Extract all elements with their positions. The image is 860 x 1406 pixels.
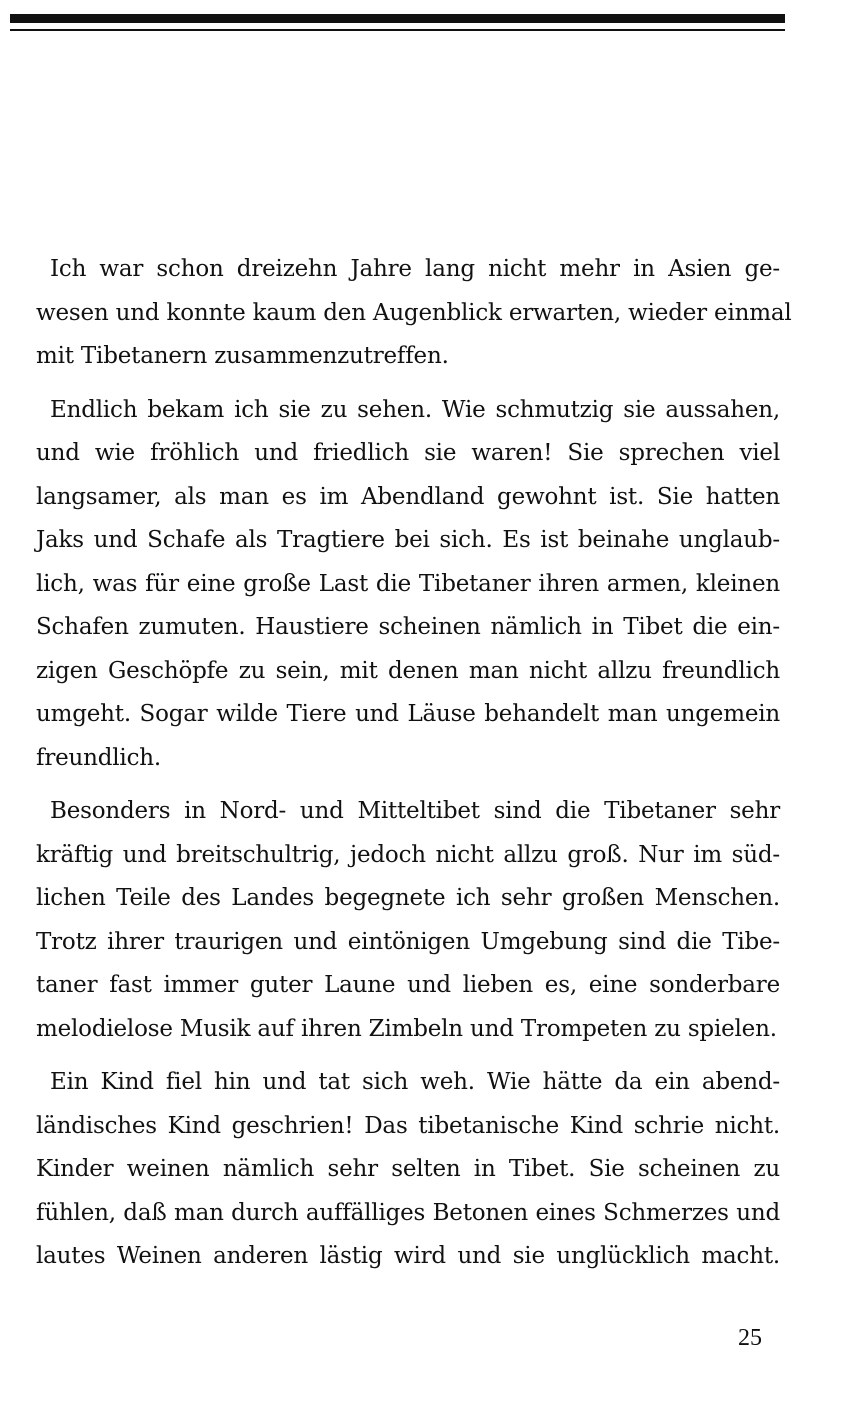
text-line: umgeht. Sogar wilde Tiere und Läuse behandelt man ungemein bbox=[36, 701, 780, 727]
text-line: freundlich. bbox=[36, 744, 161, 771]
text-line: mit Tibetanern zusammenzutreffen. bbox=[36, 343, 449, 369]
text-line: Besonders in Nord- und Mitteltibet sind die Tibetaner sehr bbox=[50, 798, 780, 824]
text-line: Ich war schon dreizehn Jahre lang nicht mehr in Asien ge- bbox=[50, 256, 780, 282]
text-line: langsamer, als man es im Abendland gewohnt ist. Sie hatten bbox=[36, 483, 780, 510]
text-line: taner fast immer guter Laune und lieben es, eine sonderbare bbox=[36, 972, 780, 998]
paragraph bbox=[36, 248, 792, 379]
body-text bbox=[36, 248, 792, 1289]
header-rule-thin bbox=[10, 29, 785, 31]
header-rule-thick bbox=[10, 14, 785, 23]
text-line: und wie fröhlich und friedlich sie waren! Sie sprechen viel bbox=[36, 440, 780, 466]
text-line: Kinder weinen nämlich sehr selten in Tibet. Sie scheinen zu bbox=[36, 1156, 780, 1182]
paragraph bbox=[36, 790, 780, 1051]
text-line: Schafen zumuten. Haustiere scheinen nämlich in Tibet die ein- bbox=[36, 614, 780, 640]
text-line: lich, was für eine große Last die Tibetaner ihren armen, kleinen bbox=[36, 570, 780, 597]
page-number: 25 bbox=[738, 1325, 762, 1351]
paragraph bbox=[36, 1061, 780, 1279]
text-line: lautes Weinen anderen lästig wird und sie unglücklich macht. bbox=[36, 1243, 780, 1269]
text-line: kräftig und breitschultrig, jedoch nicht allzu groß. Nur im süd- bbox=[36, 841, 780, 868]
text-line: Trotz ihrer traurigen und eintönigen Umgebung sind die Tibe- bbox=[36, 928, 780, 955]
text-line: Endlich bekam ich sie zu sehen. Wie schmutzig sie aussahen, bbox=[50, 396, 780, 423]
text-line: wesen und konnte kaum den Augenblick erwarten, wieder einmal bbox=[36, 299, 792, 326]
paragraph bbox=[36, 389, 780, 781]
text-line: fühlen, daß man durch auffälliges Betonen eines Schmerzes und bbox=[36, 1199, 780, 1226]
text-line: zigen Geschöpfe zu sein, mit denen man nicht allzu freundlich bbox=[36, 657, 780, 684]
text-line: ländisches Kind geschrien! Das tibetanische Kind schrie nicht. bbox=[36, 1112, 780, 1139]
text-line: Ein Kind fiel hin und tat sich weh. Wie hätte da ein abend- bbox=[50, 1069, 780, 1095]
text-line: lichen Teile des Landes begegnete ich sehr großen Menschen. bbox=[36, 885, 780, 911]
text-line: melodielose Musik auf ihren Zimbeln und Trompeten zu spielen. bbox=[36, 1015, 777, 1042]
text-line: Jaks und Schafe als Tragtiere bei sich. Es ist beinahe unglaub- bbox=[36, 527, 780, 553]
